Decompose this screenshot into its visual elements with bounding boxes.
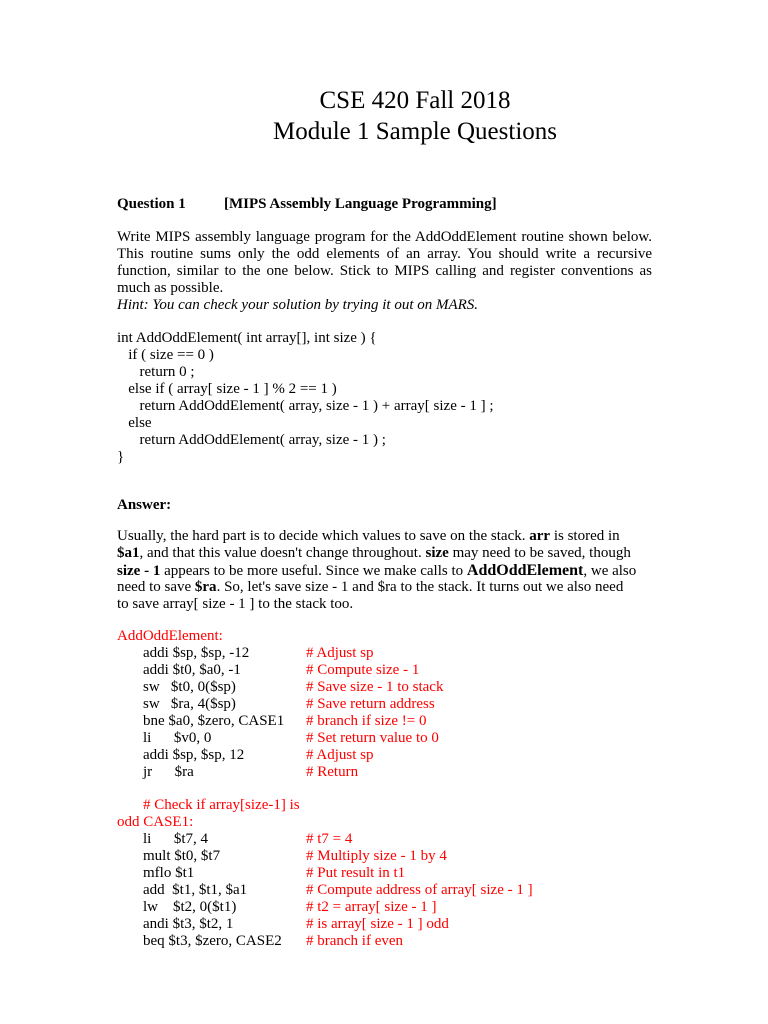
- asm-row: [117, 831, 353, 848]
- answer-keyword: $ra: [194, 579, 217, 595]
- asm-instruction: bne $a0, $zero, CASE1: [143, 713, 285, 729]
- asm-row: [117, 696, 435, 713]
- asm-comment: # is array[ size - 1 ] odd: [306, 916, 449, 932]
- asm-comment: # Set return value to 0: [306, 730, 439, 746]
- question-heading: [117, 196, 497, 213]
- asm-comment: # Adjust sp: [306, 747, 374, 763]
- answer-text: Usually, the hard part is to decide which values to save on the stack.: [117, 528, 530, 544]
- asm-row: [117, 882, 533, 899]
- answer-line: [117, 579, 657, 596]
- answer-text: , and that this value doesn't change throughout.: [139, 545, 426, 561]
- answer-line: [117, 528, 657, 545]
- page-subtitle: Module 1 Sample Questions: [272, 118, 557, 145]
- asm-comment: # Adjust sp: [306, 645, 374, 661]
- asm-instruction: mflo $t1: [143, 865, 195, 881]
- answer-keyword: $a1: [117, 545, 140, 561]
- asm-rows: [117, 831, 533, 950]
- asm-instruction: lw $t2, 0($t1): [143, 899, 237, 915]
- question-number: Question 1: [117, 196, 186, 212]
- code-line: return AddOddElement( array, size - 1 ) ;: [117, 432, 386, 448]
- page-title: CSE 420 Fall 2018: [319, 87, 511, 114]
- asm-block-2: [117, 797, 533, 950]
- asm-rows: [117, 645, 444, 781]
- asm-instruction: mult $t0, $t7: [143, 848, 221, 864]
- answer-heading: Answer:: [117, 497, 172, 513]
- asm-comment: # Put result in t1: [306, 865, 406, 881]
- asm-row: [117, 916, 449, 933]
- asm-comment: # Compute address of array[ size - 1 ]: [306, 882, 533, 898]
- asm-comment: # branch if size != 0: [306, 713, 427, 729]
- asm-instruction: add $t1, $t1, $a1: [143, 882, 248, 898]
- asm-comment: # Save return address: [306, 696, 435, 712]
- answer-line: to save array[ size - 1 ] to the stack too.: [117, 596, 354, 612]
- asm-label: AddOddElement:: [117, 628, 223, 644]
- asm-comment: # t2 = array[ size - 1 ]: [306, 899, 437, 915]
- asm-row: [117, 730, 439, 747]
- answer-keyword: AddOddElement: [466, 562, 584, 579]
- asm-row: [117, 662, 420, 679]
- asm-instruction: addi $sp, $sp, 12: [143, 747, 245, 763]
- asm-row: [117, 848, 447, 865]
- answer-text: . So, let's save size - 1 and $ra to the stack. It turns out we also need: [216, 579, 624, 595]
- answer-text: need to save: [117, 579, 195, 595]
- answer-keyword: size - 1: [117, 563, 161, 579]
- question-topic: [MIPS Assembly Language Programming]: [224, 196, 497, 212]
- answer-paragraph: [117, 528, 657, 613]
- asm-instruction: li $v0, 0: [143, 730, 212, 746]
- asm-comment: # branch if even: [306, 933, 404, 949]
- asm-label: odd CASE1:: [117, 814, 194, 830]
- question-hint: Hint: You can check your solution by trying it out on MARS.: [117, 297, 479, 313]
- answer-text: appears to be more useful. Since we make calls to: [160, 563, 467, 579]
- asm-instruction: beq $t3, $zero, CASE2: [143, 933, 282, 949]
- asm-instruction: sw $ra, 4($sp): [143, 696, 236, 712]
- asm-row: [117, 713, 427, 730]
- asm-row: [117, 865, 406, 882]
- answer-line: [117, 562, 657, 579]
- answer-text: may need to be saved, though: [448, 545, 631, 561]
- asm-block-1: [117, 628, 444, 781]
- code-line: if ( size == 0 ): [117, 347, 214, 363]
- asm-comment: # Save size - 1 to stack: [306, 679, 444, 695]
- answer-text: , we also: [583, 563, 637, 579]
- asm-comment: # Multiply size - 1 by 4: [306, 848, 447, 864]
- c-code-block: [117, 330, 494, 466]
- asm-comment: # Check if array[size-1] is: [143, 797, 300, 813]
- asm-instruction: jr $ra: [143, 764, 194, 780]
- code-line: else: [117, 415, 152, 431]
- code-line: return 0 ;: [117, 364, 195, 380]
- asm-instruction: andi $t3, $t2, 1: [143, 916, 234, 932]
- code-line: else if ( array[ size - 1 ] % 2 == 1 ): [117, 381, 337, 397]
- asm-instruction: sw $t0, 0($sp): [143, 679, 236, 695]
- answer-line: [117, 545, 657, 562]
- asm-instruction: addi $t0, $a0, -1: [143, 662, 241, 678]
- code-line: int AddOddElement( int array[], int size ) {: [117, 330, 377, 346]
- asm-comment: # Return: [306, 764, 359, 780]
- asm-row: [117, 747, 374, 764]
- asm-row: [117, 645, 374, 662]
- asm-row: [117, 764, 359, 781]
- answer-keyword: arr: [529, 528, 551, 544]
- asm-instruction: li $t7, 4: [143, 831, 209, 847]
- code-line: }: [117, 449, 125, 465]
- asm-row: [117, 933, 404, 950]
- asm-comment: # Compute size - 1: [306, 662, 420, 678]
- asm-instruction: addi $sp, $sp, -12: [143, 645, 250, 661]
- answer-keyword: size: [425, 545, 449, 561]
- asm-comment: # t7 = 4: [306, 831, 353, 847]
- question-body: Write MIPS assembly language program for the AddOddElement routine shown below. This routine sums only the odd elements of an array. You should write a recursive function, similar to the one below. Stick to MIPS calling and register conventions as much as possible.: [117, 229, 652, 296]
- code-line: return AddOddElement( array, size - 1 ) + array[ size - 1 ] ;: [117, 398, 494, 414]
- asm-row: [117, 899, 437, 916]
- answer-text: is stored in: [550, 528, 620, 544]
- question-text: [117, 229, 652, 314]
- asm-row: [117, 679, 444, 696]
